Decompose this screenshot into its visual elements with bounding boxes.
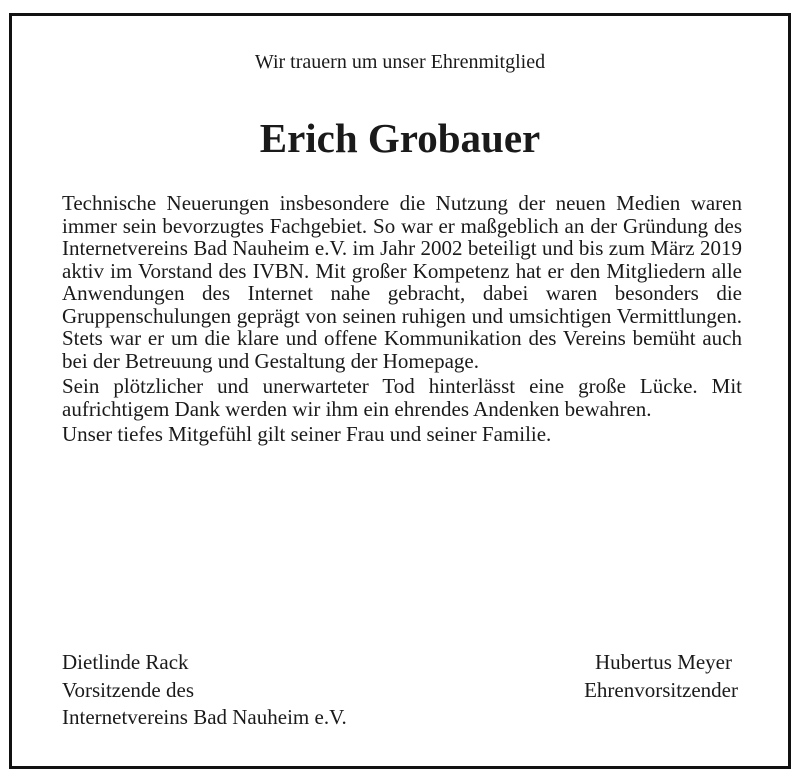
signatory-role: Vorsitzende des xyxy=(62,677,194,702)
notice-body xyxy=(62,192,742,449)
body-paragraph: Sein plötzlicher und unerwarteter Tod hinterlässt eine große Lücke. Mit aufrichtigem Dank werden wir ihm ein ehrendes Andenken bewahren. xyxy=(62,374,742,421)
signatory-role: Ehrenvorsitzender xyxy=(584,677,738,702)
obituary-notice xyxy=(12,16,788,766)
signature-left xyxy=(62,649,347,732)
signatory-name: Hubertus Meyer xyxy=(594,650,732,674)
notice-frame xyxy=(9,13,791,769)
body-paragraph: Unser tiefes Mitgefühl gilt seiner Frau und seiner Familie. xyxy=(62,422,552,446)
signatory-name: Dietlinde Rack xyxy=(62,650,189,674)
deceased-name: Erich Grobauer xyxy=(259,115,541,161)
signatory-organization: Internetvereins Bad Nauheim e.V. xyxy=(62,705,347,729)
body-paragraph: Technische Neuerungen insbesondere die Nutzung der neuen Medien waren immer sein bevorzugtes Fachgebiet. So war er maßgeblich an der Gründung des Internetvereins Bad Nauheim e.V. im Jahr 2002 beteiligt und bis zum März 2019 aktiv im Vorstand des IVBN. Mit großer Kompetenz hat er den Mitgliedern alle Anwendungen des Internet nahe gebracht, dabei waren besonders die Gruppenschulungen geprägt von seinen ruhigen und umsichtigen Vermittlungen. Stets war er um die klare und offene Kommunikation des Vereins bemüht auch bei der Betreuung und Gestaltung der Homepage. xyxy=(62,191,742,373)
signature-right xyxy=(584,649,738,704)
notice-heading: Wir trauern um unser Ehrenmitglied xyxy=(254,51,546,73)
